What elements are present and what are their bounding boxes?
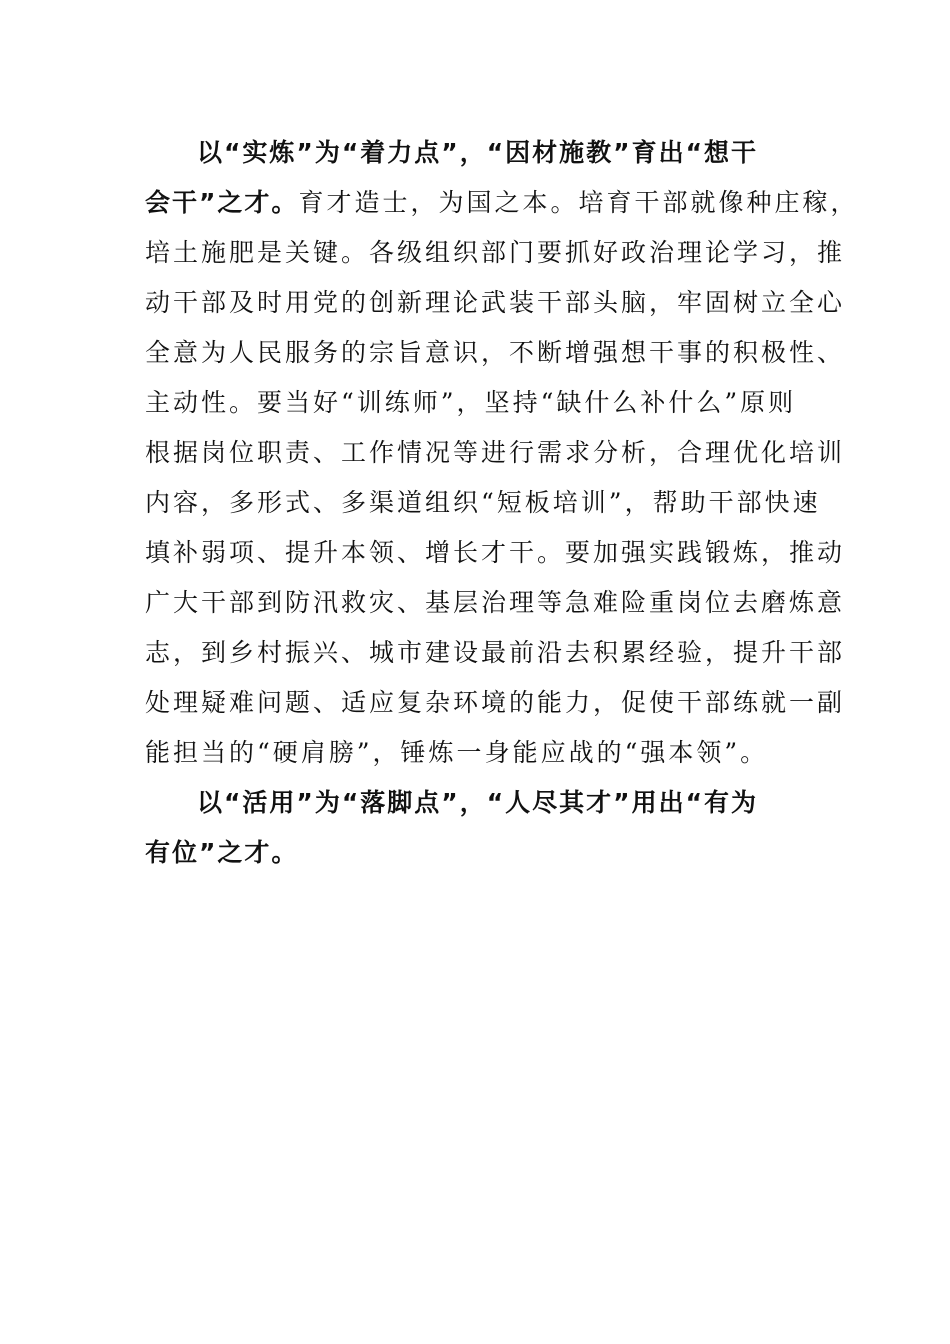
section1-body-line-1: 育才造士，为国之本。培育干部就像种庄稼，	[298, 188, 859, 217]
section1-body-line-3: 动干部及时用党的创新理论武装干部头脑，牢固树立全心	[145, 288, 846, 317]
section1-body-line-7: 内容，多形式、多渠道组织“短板培训”，帮助干部快速	[145, 488, 821, 517]
section1-heading-line-1: 以“实炼”为“着力点”，“因材施教”育出“想干	[197, 138, 759, 167]
section1-body-line-8: 填补弱项、提升本领、增长才干。要加强实践锻炼，推动	[145, 538, 846, 567]
section1-body-line-5: 主动性。要当好“训练师”，坚持“缺什么补什么”原则	[145, 388, 797, 417]
section2-heading-line-1: 以“活用”为“落脚点”，“人尽其才”用出“有为	[197, 788, 759, 817]
document-body	[145, 128, 859, 878]
section1-line-2	[145, 178, 859, 228]
section1-heading-line-2: 会干”之才。	[145, 188, 299, 217]
section1-body-line-9: 广大干部到防汛救灾、基层治理等急难险重岗位去磨炼意	[145, 588, 846, 617]
section1-body-line-2: 培土施肥是关键。各级组织部门要抓好政治理论学习，推	[145, 238, 846, 267]
section1-body-line-11: 处理疑难问题、适应复杂环境的能力，促使干部练就一副	[145, 688, 846, 717]
section1-body-line-12: 能担当的“硬肩膀”，锤炼一身能应战的“强本领”。	[145, 738, 769, 767]
section1-body-line-6: 根据岗位职责、工作情况等进行需求分析，合理优化培训	[145, 438, 846, 467]
section1-body-line-10: 志，到乡村振兴、城市建设最前沿去积累经验，提升干部	[145, 638, 846, 667]
section1-body-line-4: 全意为人民服务的宗旨意识，不断增强想干事的积极性、	[145, 338, 846, 367]
section2-heading-line-2: 有位”之才。	[145, 838, 299, 867]
